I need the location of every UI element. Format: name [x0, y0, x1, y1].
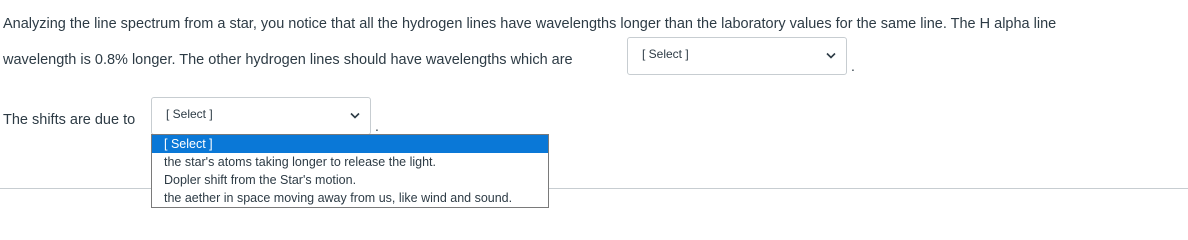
wavelength-select[interactable] — [627, 37, 847, 75]
wavelength-select-value: [ Select ] — [642, 47, 689, 61]
shift-cause-select-value: [ Select ] — [166, 107, 213, 121]
question-text-line-2: wavelength is 0.8% longer. The other hydrogen lines should have wavelengths which are — [3, 52, 573, 68]
dropdown-option[interactable]: the star's atoms taking longer to release the light. — [164, 155, 436, 169]
dropdown-option[interactable]: Dopler shift from the Star's motion. — [164, 173, 357, 187]
sentence-period: . — [375, 118, 379, 134]
question-text-line-3: The shifts are due to — [3, 112, 136, 128]
dropdown-option[interactable]: [ Select ] — [152, 135, 548, 153]
shift-cause-select[interactable] — [151, 97, 371, 135]
sentence-period: . — [851, 58, 855, 74]
shift-cause-dropdown-list[interactable] — [151, 134, 549, 208]
dropdown-option[interactable]: the aether in space moving away from us, like wind and sound. — [164, 191, 513, 205]
question-text-line-1: Analyzing the line spectrum from a star, you notice that all the hydrogen lines have wavelengths longer than the laboratory values for the same line. The H alpha line — [3, 16, 1057, 32]
chevron-down-icon — [826, 52, 836, 60]
chevron-down-icon — [350, 112, 360, 120]
